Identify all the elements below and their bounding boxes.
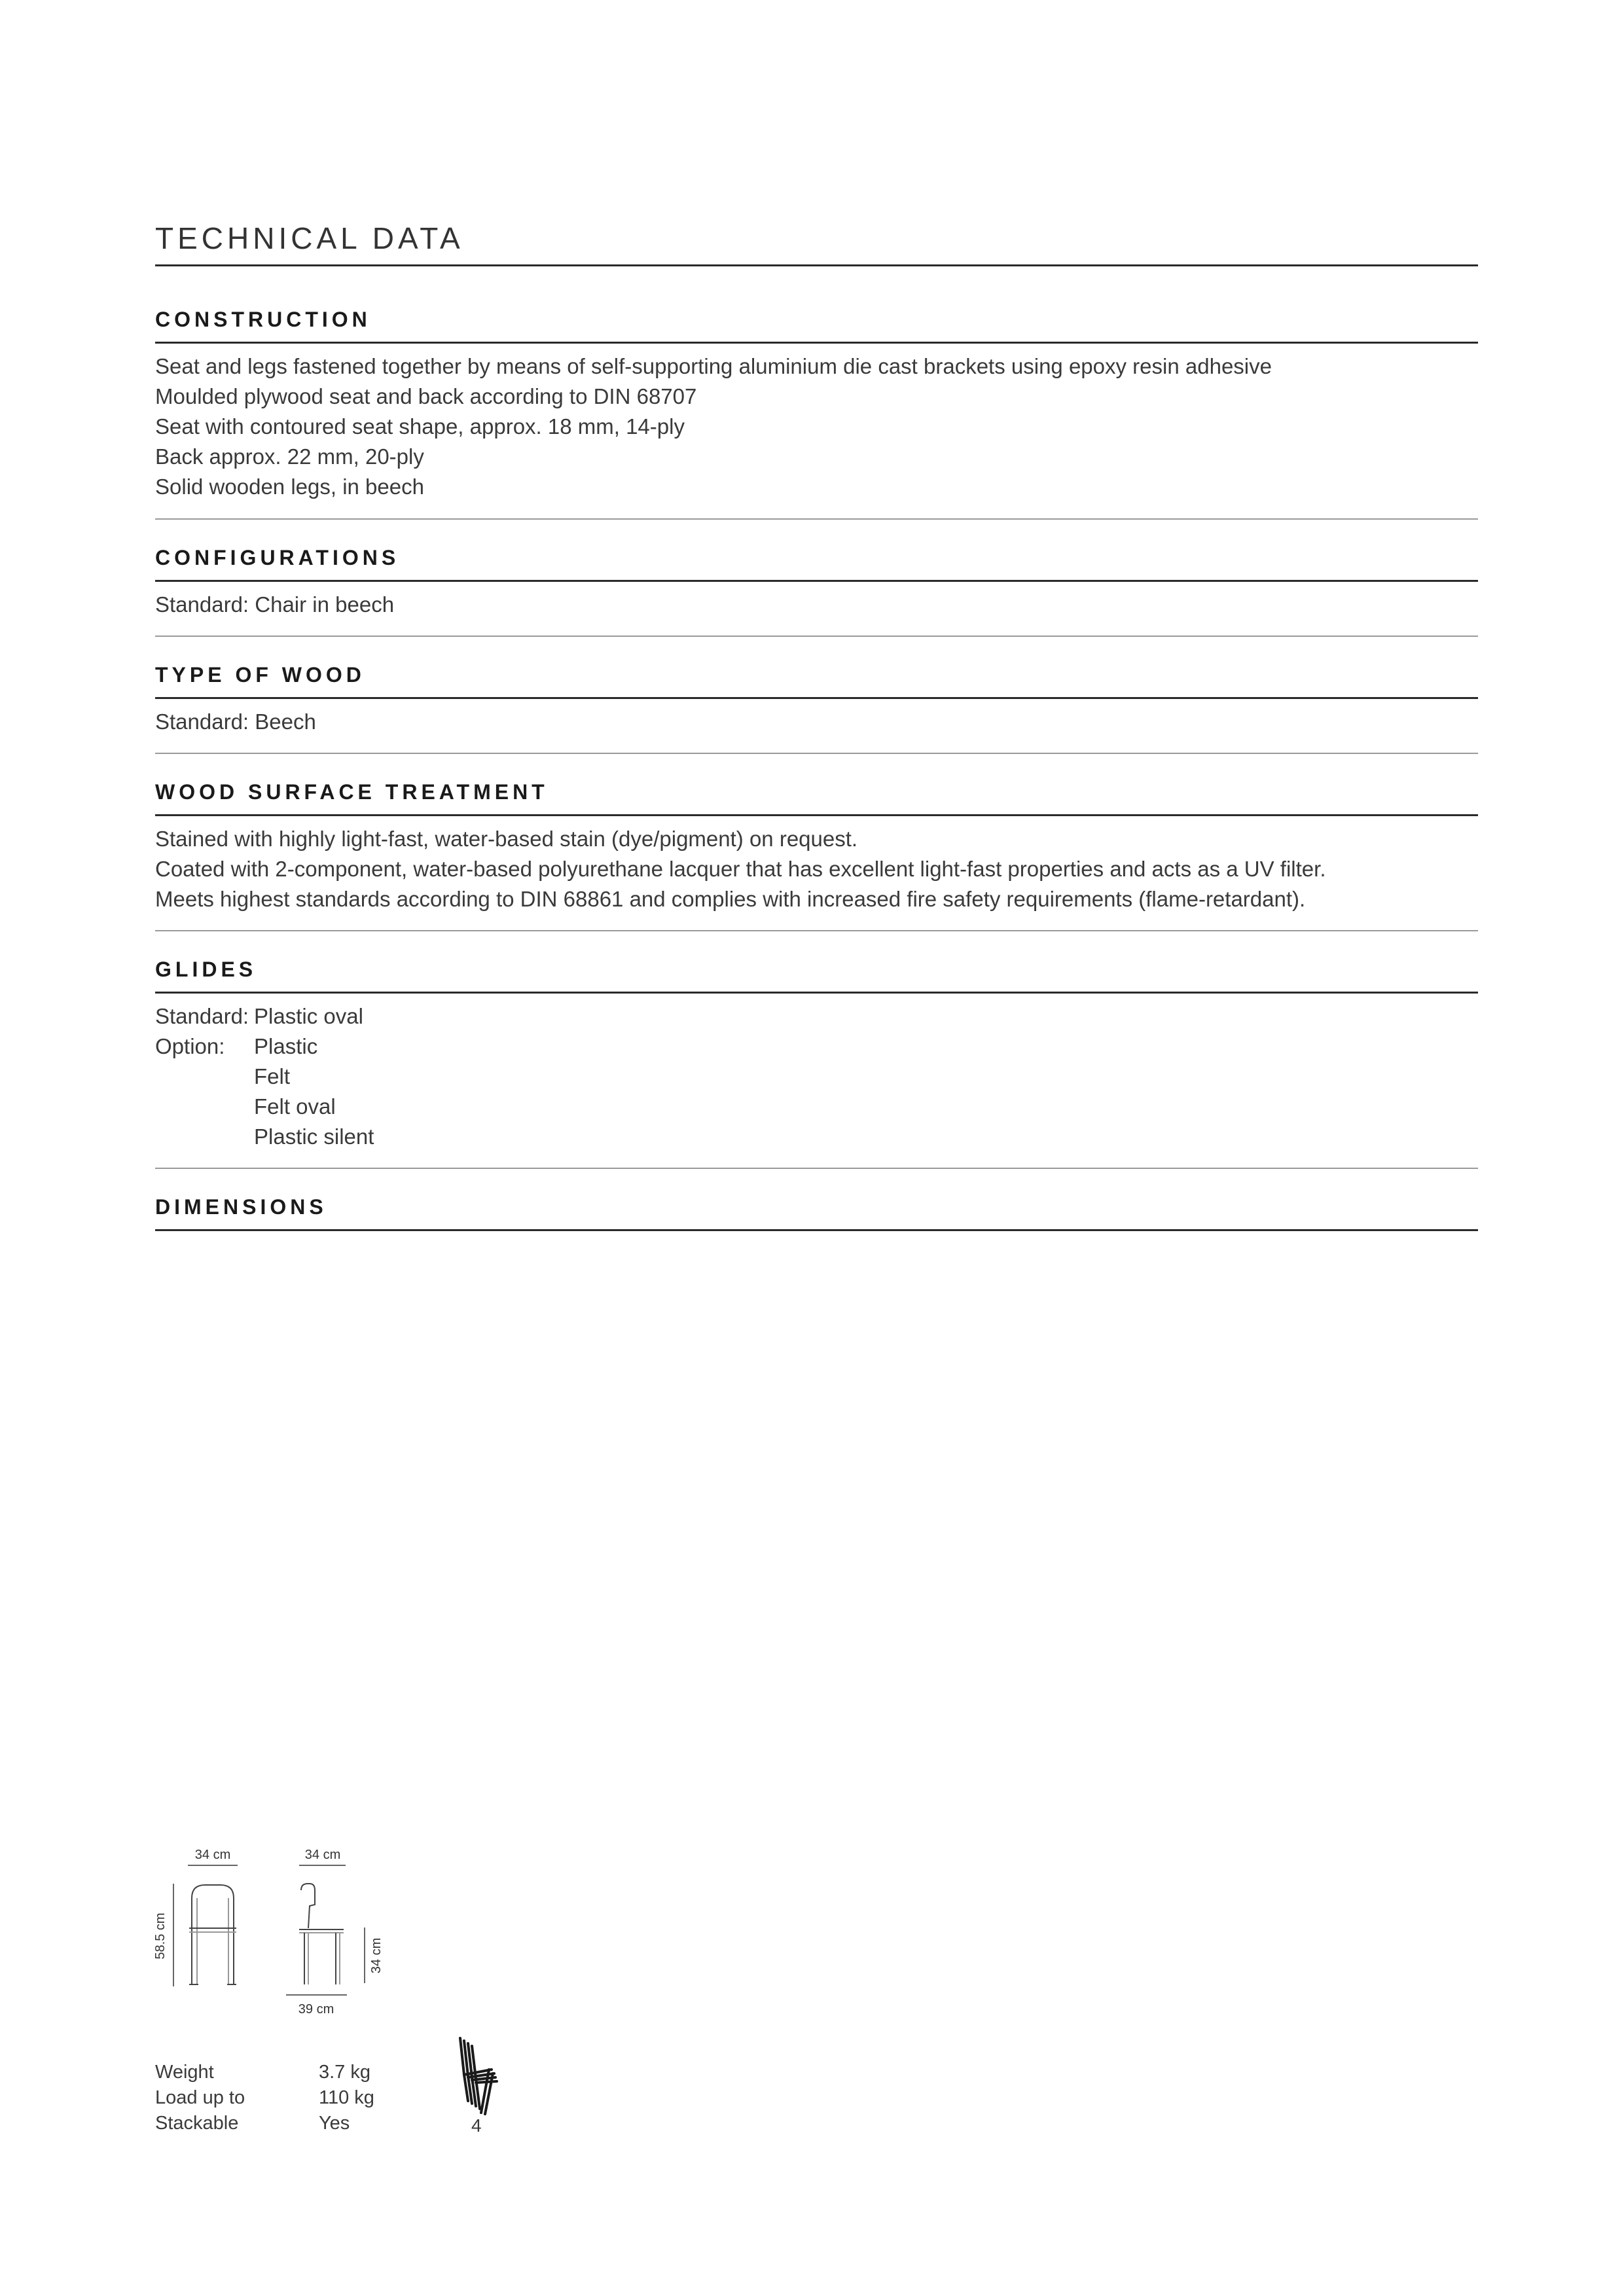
section-divider [155,1168,1478,1169]
chair-dimension-drawing [147,1833,409,2022]
load-value: 110 kg [319,2087,374,2108]
page-title: TECHNICAL DATA [155,221,464,255]
construction-line: Seat with contoured seat shape, approx. 18 mm, 14-ply [155,414,685,439]
glides-rule [155,992,1478,994]
glides-standard-value: Plastic oval [254,1004,363,1028]
construction-line: Solid wooden legs, in beech [155,475,424,499]
dimension-depth: 39 cm [298,2002,334,2017]
treatment-line: Meets highest standards according to DIN 68861 and complies with increased fire safety requirements (flame-retardant). [155,887,1306,911]
type-of-wood-rule [155,697,1478,699]
title-rule [155,264,1478,266]
dimensions-heading: DIMENSIONS [155,1195,327,1219]
dimension-front-width: 34 cm [194,1848,231,1862]
dimension-side-width: 34 cm [304,1848,341,1862]
construction-heading: CONSTRUCTION [155,308,371,331]
wood-surface-treatment-heading: WOOD SURFACE TREATMENT [155,780,549,804]
configurations-heading: CONFIGURATIONS [155,546,400,569]
glides-standard-label: Standard: [155,1004,249,1028]
wood-surface-treatment-rule [155,814,1478,816]
treatment-line: Coated with 2-component, water-based polyurethane lacquer that has excellent light-fast properties and acts as a UV filter. [155,857,1326,881]
dimension-height: 58.5 cm [153,1912,168,1960]
weight-label: Weight [155,2062,214,2083]
weight-value: 3.7 kg [319,2062,370,2083]
construction-line: Back approx. 22 mm, 20-ply [155,444,424,469]
configurations-rule [155,580,1478,582]
section-divider [155,753,1478,754]
section-divider [155,518,1478,520]
construction-rule [155,342,1478,344]
glides-heading: GLIDES [155,958,257,981]
construction-line: Seat and legs fastened together by means of self-supporting aluminium die cast brackets using epoxy resin adhesive [155,354,1272,378]
stacked-chairs-icon [455,2036,501,2117]
type-of-wood-heading: TYPE OF WOOD [155,663,365,687]
section-divider [155,930,1478,931]
stackable-value: Yes [319,2113,350,2134]
glides-option-label: Option: [155,1034,225,1058]
stackable-label: Stackable [155,2113,239,2134]
glides-option: Felt oval [254,1094,336,1119]
section-divider [155,636,1478,637]
type-of-wood-line: Standard: Beech [155,709,316,734]
glides-option: Felt [254,1064,291,1088]
construction-line: Moulded plywood seat and back according to DIN 68707 [155,384,697,408]
treatment-line: Stained with highly light-fast, water-based stain (dye/pigment) on request. [155,827,858,851]
glides-option: Plastic [254,1034,318,1058]
load-label: Load up to [155,2087,245,2108]
stack-count: 4 [471,2115,482,2136]
glides-option: Plastic silent [254,1124,374,1149]
configurations-line: Standard: Chair in beech [155,592,395,617]
dimensions-rule [155,1229,1478,1231]
dimension-seat-height: 34 cm [369,1937,384,1974]
